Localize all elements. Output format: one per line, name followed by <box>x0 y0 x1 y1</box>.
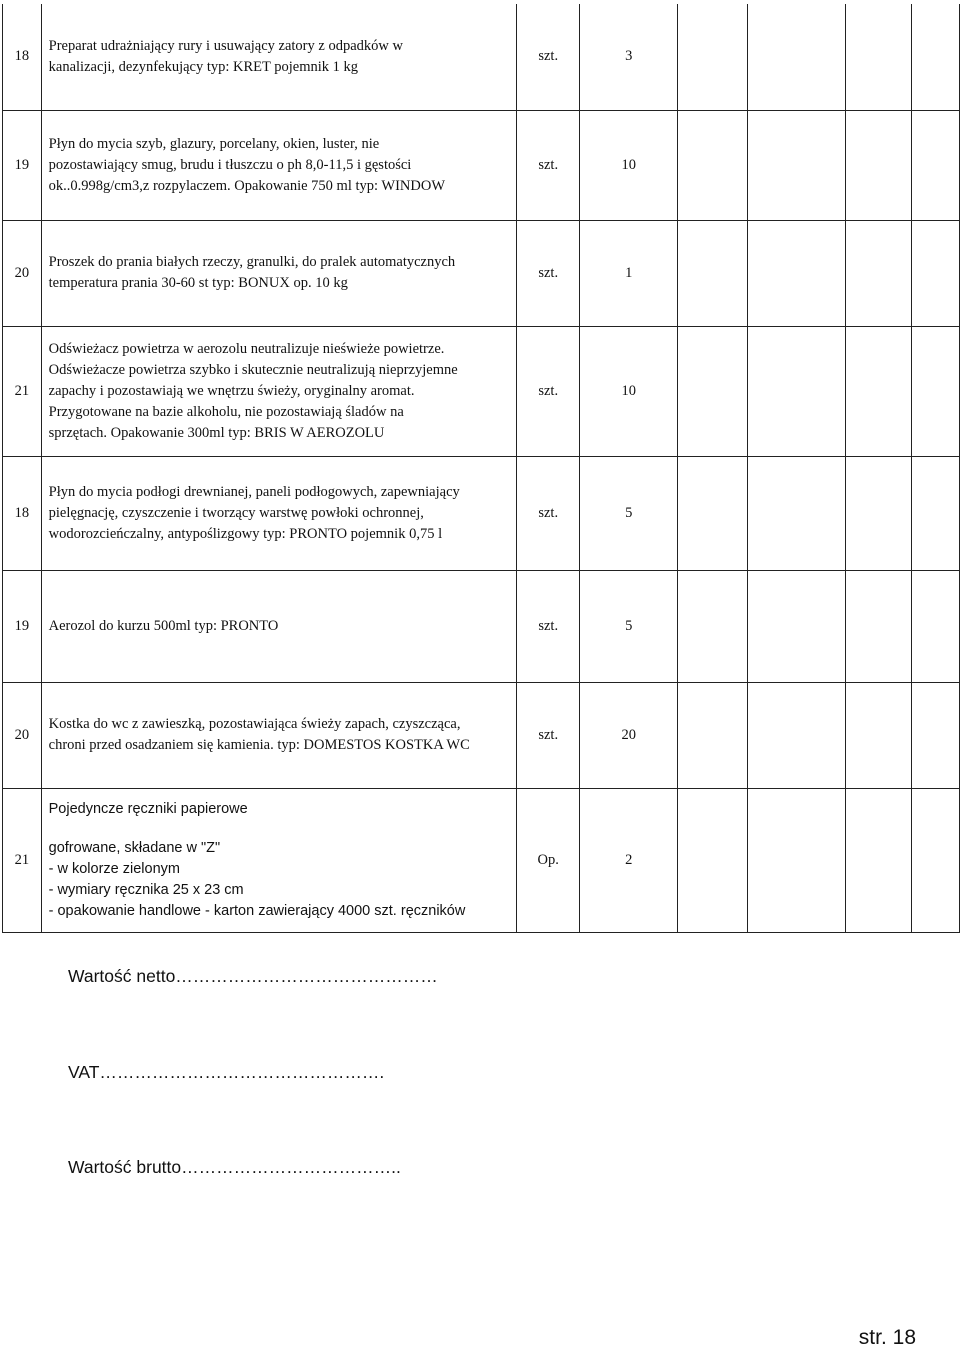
description-line: kanalizacji, dezynfekujący typ: KRET pojemnik 1 kg <box>48 58 359 75</box>
item-description <box>41 682 516 788</box>
description-line: Płyn do mycia podłogi drewnianej, paneli podłogowych, zapewniający <box>48 483 460 500</box>
empty-price-cell[interactable] <box>748 788 846 932</box>
empty-price-cell[interactable] <box>911 788 959 932</box>
empty-price-cell[interactable] <box>845 110 911 220</box>
row-number: 18 <box>3 456 42 570</box>
empty-price-cell[interactable] <box>911 220 959 326</box>
page-number: str. 18 <box>858 1326 916 1349</box>
description-line: Aerozol do kurzu 500ml typ: PRONTO <box>48 617 279 634</box>
quantity-cell: 1 <box>580 220 678 326</box>
empty-price-cell[interactable] <box>748 570 846 682</box>
description-line: ok..0.998g/cm3,z rozpylaczem. Opakowanie 750 ml typ: WINDOW <box>48 177 446 194</box>
empty-price-cell[interactable] <box>845 4 911 110</box>
row-number: 21 <box>3 788 42 932</box>
quantity-cell: 5 <box>580 570 678 682</box>
description-line: Przygotowane na bazie alkoholu, nie pozostawiają śladów na <box>48 403 404 420</box>
items-table <box>2 4 960 933</box>
empty-price-cell[interactable] <box>748 682 846 788</box>
unit-cell: Op. <box>517 788 580 932</box>
row-number: 18 <box>3 4 42 110</box>
row-number: 20 <box>3 682 42 788</box>
empty-price-cell[interactable] <box>911 682 959 788</box>
quantity-cell: 20 <box>580 682 678 788</box>
empty-price-cell[interactable] <box>678 326 748 456</box>
description-line: - opakowanie handlowe - karton zawierający 4000 szt. ręczników <box>48 902 466 919</box>
unit-cell: szt. <box>517 456 580 570</box>
table-row <box>3 326 960 456</box>
description-line: pozostawiający smug, brudu i tłuszczu o ph 8,0-11,5 i gęstości <box>48 156 412 173</box>
empty-price-cell[interactable] <box>678 456 748 570</box>
net-value-label: Wartość netto……………………………………… <box>68 966 438 986</box>
empty-price-cell[interactable] <box>748 110 846 220</box>
unit-cell: szt. <box>517 570 580 682</box>
description-line: Kostka do wc z zawieszką, pozostawiająca świeży zapach, czyszcząca, <box>48 716 461 732</box>
empty-price-cell[interactable] <box>678 682 748 788</box>
table-row <box>3 682 960 788</box>
empty-price-cell[interactable] <box>911 456 959 570</box>
quantity-cell: 2 <box>580 788 678 932</box>
gross-value-label: Wartość brutto……………………………….. <box>68 1157 401 1177</box>
unit-cell: szt. <box>517 110 580 220</box>
table-row <box>3 220 960 326</box>
item-description <box>41 4 516 110</box>
description-line: Odświeżacz powietrza w aerozolu neutralizuje nieświeże powietrze. <box>48 340 445 357</box>
item-description <box>41 220 516 326</box>
empty-price-cell[interactable] <box>911 4 959 110</box>
description-line: - w kolorze zielonym <box>48 860 180 877</box>
description-line: Preparat udrażniający rury i usuwający zatory z odpadków w <box>48 37 403 54</box>
row-number: 20 <box>3 220 42 326</box>
quantity-cell: 10 <box>580 110 678 220</box>
description-line: Proszek do prania białych rzeczy, granulki, do pralek automatycznych <box>48 254 456 270</box>
empty-price-cell[interactable] <box>678 220 748 326</box>
empty-price-cell[interactable] <box>748 4 846 110</box>
unit-cell: szt. <box>517 326 580 456</box>
unit-cell: szt. <box>517 220 580 326</box>
empty-price-cell[interactable] <box>748 326 846 456</box>
empty-price-cell[interactable] <box>678 4 748 110</box>
description-line: wodorozcieńczalny, antypoślizgowy typ: PRONTO pojemnik 0,75 l <box>48 525 443 542</box>
description-line: zapachy i pozostawiają we wnętrzu świeży, oryginalny aromat. <box>48 382 415 399</box>
empty-price-cell[interactable] <box>748 456 846 570</box>
table-row <box>3 456 960 570</box>
table-row <box>3 110 960 220</box>
description-line: Płyn do mycia szyb, glazury, porcelany, okien, luster, nie <box>48 135 380 152</box>
table-row <box>3 4 960 110</box>
description-line: chroni przed osadzaniem się kamienia. typ: DOMESTOS KOSTKA WC <box>48 737 470 753</box>
description-line: sprzętach. Opakowanie 300ml typ: BRIS W AEROZOLU <box>48 424 385 441</box>
empty-price-cell[interactable] <box>845 220 911 326</box>
vat-value-label: VAT…………………………………………. <box>68 1062 385 1082</box>
unit-cell: szt. <box>517 4 580 110</box>
empty-price-cell[interactable] <box>748 220 846 326</box>
row-number: 19 <box>3 110 42 220</box>
table-row <box>3 570 960 682</box>
empty-price-cell[interactable] <box>911 110 959 220</box>
empty-price-cell[interactable] <box>845 570 911 682</box>
empty-price-cell[interactable] <box>678 110 748 220</box>
empty-price-cell[interactable] <box>845 788 911 932</box>
description-line: Pojedyncze ręczniki papierowe <box>48 800 248 817</box>
item-description <box>41 456 516 570</box>
description-line: - wymiary ręcznika 25 x 23 cm <box>48 881 244 898</box>
table-row <box>3 788 960 932</box>
item-description <box>41 110 516 220</box>
item-description <box>41 326 516 456</box>
item-description <box>41 788 516 932</box>
description-line: Odświeżacze powietrza szybko i skutecznie neutralizują nieprzyjemne <box>48 361 458 378</box>
description-line: gofrowane, składane w "Z" <box>48 839 221 856</box>
unit-cell: szt. <box>517 682 580 788</box>
quantity-cell: 3 <box>580 4 678 110</box>
description-line: pielęgnację, czyszczenie i tworzący warstwę powłoki ochronnej, <box>48 504 424 521</box>
item-description <box>41 570 516 682</box>
quantity-cell: 10 <box>580 326 678 456</box>
empty-price-cell[interactable] <box>678 570 748 682</box>
quantity-cell: 5 <box>580 456 678 570</box>
empty-price-cell[interactable] <box>911 570 959 682</box>
description-line: temperatura prania 30-60 st typ: BONUX op. 10 kg <box>48 275 348 291</box>
empty-price-cell[interactable] <box>845 326 911 456</box>
empty-price-cell[interactable] <box>678 788 748 932</box>
row-number: 19 <box>3 570 42 682</box>
row-number: 21 <box>3 326 42 456</box>
empty-price-cell[interactable] <box>845 682 911 788</box>
empty-price-cell[interactable] <box>911 326 959 456</box>
empty-price-cell[interactable] <box>845 456 911 570</box>
